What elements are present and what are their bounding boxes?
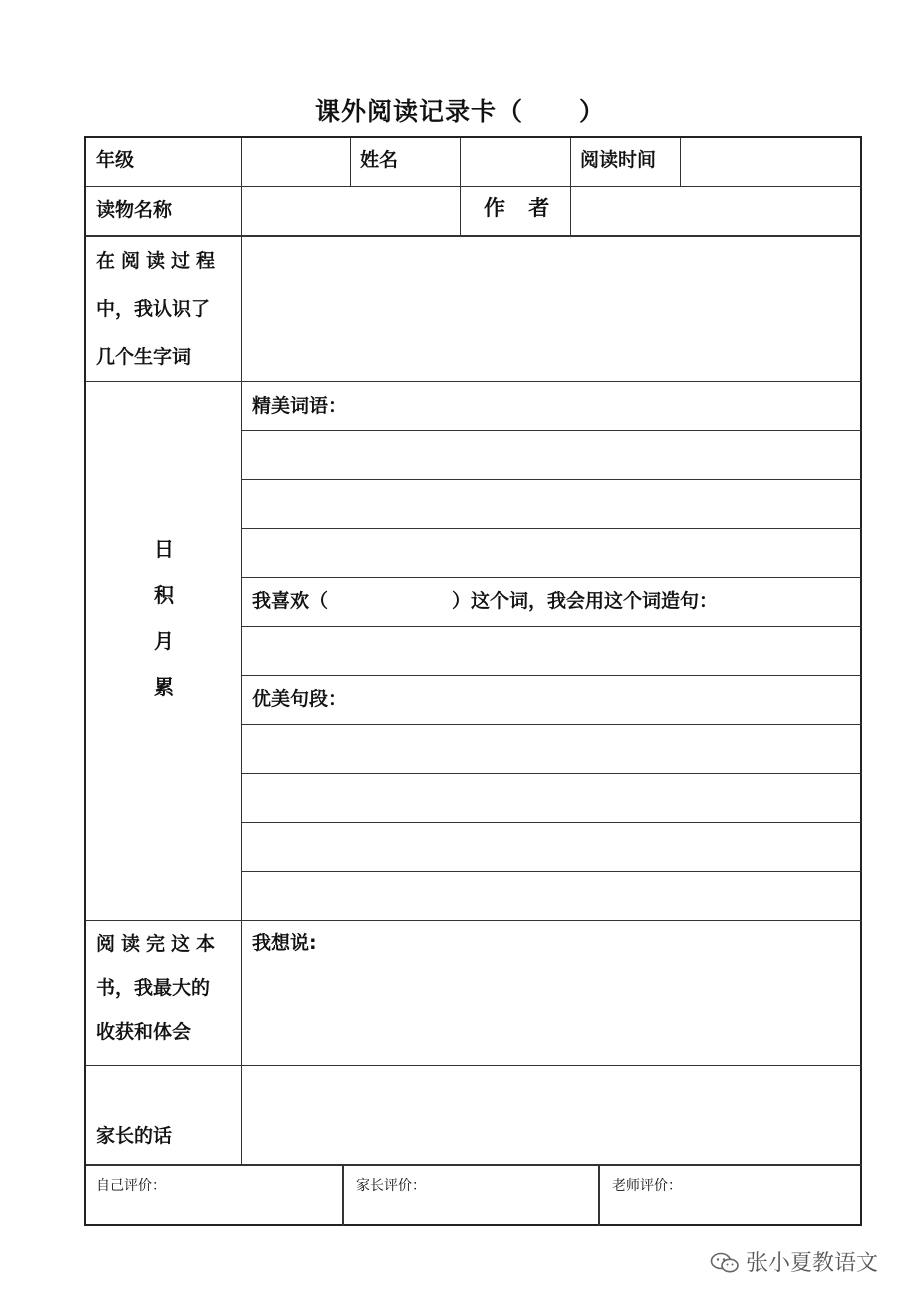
column-divider bbox=[350, 138, 351, 186]
row-divider bbox=[86, 1065, 862, 1066]
fine-words-label: 精美词语： bbox=[252, 395, 348, 417]
line-divider bbox=[242, 626, 862, 627]
row-divider bbox=[86, 186, 862, 187]
line-divider bbox=[242, 773, 862, 774]
favorite-word-prefix: 我喜欢（ bbox=[252, 590, 329, 612]
column-divider bbox=[598, 1164, 600, 1226]
reading-time-label: 阅读时间 bbox=[580, 149, 657, 171]
i-want-to-say-label: 我想说: bbox=[252, 932, 317, 954]
column-divider bbox=[241, 138, 242, 1165]
book-title-label: 读物名称 bbox=[96, 199, 173, 221]
reading-record-card bbox=[84, 136, 862, 1226]
line-divider bbox=[242, 871, 862, 872]
page-title: 课外阅读记录卡（ ） bbox=[314, 97, 606, 126]
parent-evaluation-label: 家长评价： bbox=[356, 1178, 426, 1194]
self-evaluation-label: 自己评价： bbox=[96, 1178, 166, 1194]
row-divider bbox=[86, 381, 862, 382]
accumulate-label: 日 积 月 累 bbox=[154, 537, 174, 699]
parent-words-label: 家长的话 bbox=[96, 1125, 173, 1147]
column-divider bbox=[342, 1164, 344, 1226]
teacher-evaluation-label: 老师评价： bbox=[612, 1178, 682, 1194]
line-divider bbox=[242, 675, 862, 676]
name-label: 姓名 bbox=[360, 149, 399, 171]
harvest-label: 阅读完这本 书，我最大的 收获和体会 bbox=[96, 933, 222, 1043]
row-divider bbox=[86, 1164, 862, 1166]
author-label: 作 者 bbox=[484, 196, 558, 220]
column-divider bbox=[460, 138, 461, 235]
watermark bbox=[710, 1246, 878, 1277]
watermark-text: 张小夏教语文 bbox=[746, 1251, 879, 1276]
wechat-icon bbox=[710, 1252, 740, 1274]
line-divider bbox=[242, 479, 862, 480]
row-divider bbox=[86, 920, 862, 921]
line-divider bbox=[242, 822, 862, 823]
fine-sentences-label: 优美句段： bbox=[252, 688, 348, 710]
column-divider bbox=[570, 138, 571, 235]
new-words-label: 在阅读过程 中，我认识了 几个生字词 bbox=[96, 250, 222, 368]
line-divider bbox=[242, 528, 862, 529]
column-divider bbox=[680, 138, 681, 186]
line-divider bbox=[242, 577, 862, 578]
line-divider bbox=[242, 430, 862, 431]
favorite-word-suffix: ）这个词，我会用这个词造句： bbox=[452, 590, 719, 612]
grade-label: 年级 bbox=[96, 149, 135, 171]
line-divider bbox=[242, 724, 862, 725]
